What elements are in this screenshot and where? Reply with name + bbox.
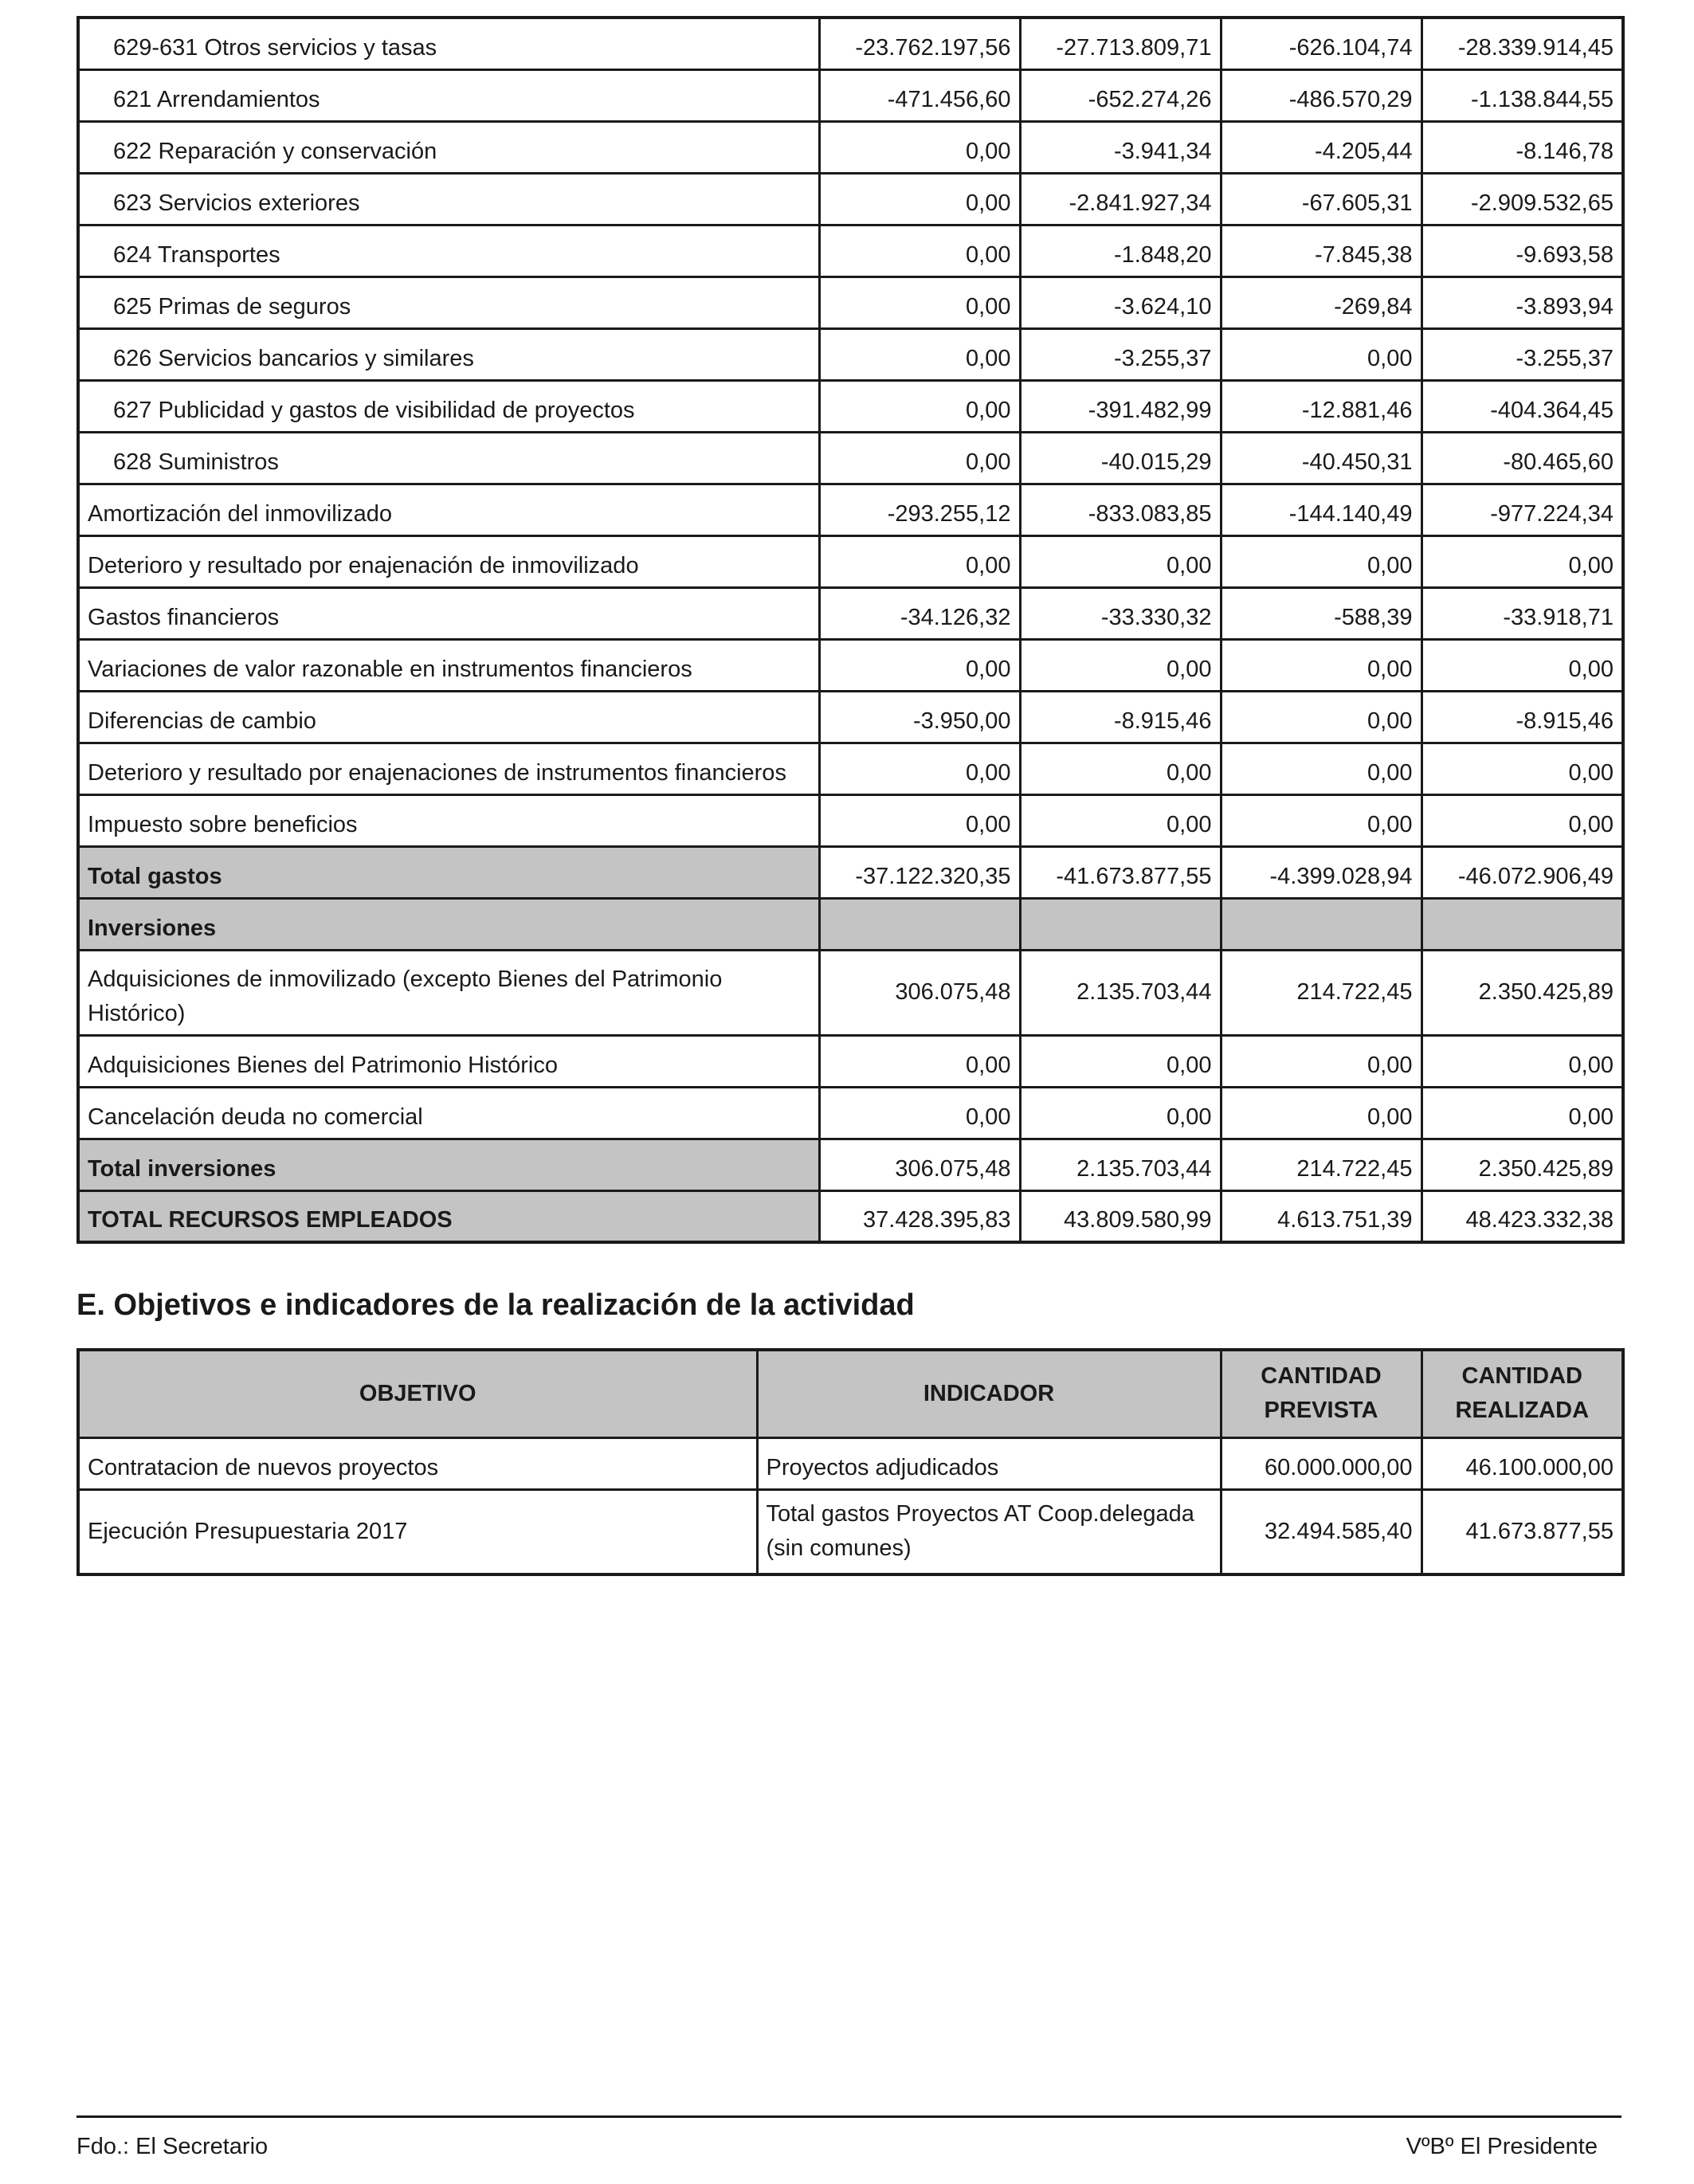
value-cell: 0,00 — [1421, 639, 1623, 691]
row-label: Amortización del inmovilizado — [78, 484, 819, 535]
value-cell: 0,00 — [1421, 743, 1623, 794]
value-cell: -9.693,58 — [1421, 225, 1623, 276]
value-cell: 0,00 — [819, 380, 1020, 432]
total-gastos-row — [78, 846, 1623, 898]
value-cell: 0,00 — [1221, 1035, 1421, 1087]
objetivo-cell: Ejecución Presupuestaria 2017 — [78, 1489, 757, 1574]
value-cell: 0,00 — [1221, 639, 1421, 691]
table-row — [78, 484, 1623, 535]
value-cell: -37.122.320,35 — [819, 846, 1020, 898]
table-row — [78, 121, 1623, 173]
table-row — [78, 328, 1623, 380]
value-cell: 0,00 — [819, 121, 1020, 173]
prevista-cell: 32.494.585,40 — [1221, 1489, 1421, 1574]
table-row — [78, 173, 1623, 225]
value-cell: 0,00 — [1020, 535, 1221, 587]
table-row — [78, 587, 1623, 639]
row-label: Deterioro y resultado por enajenación de inmovilizado — [78, 535, 819, 587]
value-cell: -4.399.028,94 — [1221, 846, 1421, 898]
value-cell: -3.255,37 — [1421, 328, 1623, 380]
value-cell: 0,00 — [819, 1087, 1020, 1139]
value-cell: 0,00 — [819, 173, 1020, 225]
value-cell: -588,39 — [1221, 587, 1421, 639]
value-cell: -293.255,12 — [819, 484, 1020, 535]
value-cell: 0,00 — [1221, 743, 1421, 794]
table-row — [78, 1035, 1623, 1087]
row-label: Adquisiciones de inmovilizado (excepto Bienes del Patrimonio Histórico) — [78, 950, 819, 1035]
value-cell: -833.083,85 — [1020, 484, 1221, 535]
row-label: 624 Transportes — [78, 225, 819, 276]
value-cell: 2.350.425,89 — [1421, 950, 1623, 1035]
value-cell: -471.456,60 — [819, 69, 1020, 121]
table-row — [78, 1489, 1623, 1574]
value-cell: -40.450,31 — [1221, 432, 1421, 484]
total-inversiones-row — [78, 1139, 1623, 1190]
value-cell: -3.255,37 — [1020, 328, 1221, 380]
value-cell: -33.330,32 — [1020, 587, 1221, 639]
value-cell: -7.845,38 — [1221, 225, 1421, 276]
row-label: 626 Servicios bancarios y similares — [78, 328, 819, 380]
value-cell: 2.135.703,44 — [1020, 950, 1221, 1035]
indicators-table — [76, 1348, 1625, 1576]
value-cell: 0,00 — [1020, 1035, 1221, 1087]
inversiones-header: Inversiones — [78, 898, 819, 950]
value-cell: -652.274,26 — [1020, 69, 1221, 121]
value-cell: 0,00 — [819, 225, 1020, 276]
row-label: Impuesto sobre beneficios — [78, 794, 819, 846]
row-label: 621 Arrendamientos — [78, 69, 819, 121]
table-row — [78, 380, 1623, 432]
empty-cell — [1020, 898, 1221, 950]
value-cell: -27.713.809,71 — [1020, 18, 1221, 69]
value-cell: 43.809.580,99 — [1020, 1190, 1221, 1242]
value-cell: 214.722,45 — [1221, 950, 1421, 1035]
value-cell: 0,00 — [1020, 743, 1221, 794]
value-cell: 0,00 — [1221, 691, 1421, 743]
total-recursos-label: TOTAL RECURSOS EMPLEADOS — [78, 1190, 819, 1242]
realizada-cell: 46.100.000,00 — [1421, 1437, 1623, 1489]
row-label: 625 Primas de seguros — [78, 276, 819, 328]
value-cell: 2.350.425,89 — [1421, 1139, 1623, 1190]
value-cell: -3.950,00 — [819, 691, 1020, 743]
value-cell: 0,00 — [819, 794, 1020, 846]
value-cell: -486.570,29 — [1221, 69, 1421, 121]
value-cell: 0,00 — [1221, 1087, 1421, 1139]
row-label: Adquisiciones Bienes del Patrimonio Histórico — [78, 1035, 819, 1087]
row-label: Variaciones de valor razonable en instrumentos financieros — [78, 639, 819, 691]
value-cell: 0,00 — [819, 276, 1020, 328]
value-cell: 0,00 — [1221, 328, 1421, 380]
realizada-cell: 41.673.877,55 — [1421, 1489, 1623, 1574]
value-cell: -33.918,71 — [1421, 587, 1623, 639]
indicators-header-row — [78, 1350, 1623, 1437]
value-cell: -144.140,49 — [1221, 484, 1421, 535]
value-cell: 0,00 — [819, 535, 1020, 587]
value-cell: 0,00 — [819, 432, 1020, 484]
table-row — [78, 18, 1623, 69]
value-cell: -67.605,31 — [1221, 173, 1421, 225]
footer-presidente: VºBº El Presidente — [1406, 2134, 1598, 2159]
value-cell: 0,00 — [819, 743, 1020, 794]
table-row — [78, 639, 1623, 691]
value-cell: 0,00 — [1221, 535, 1421, 587]
value-cell: 214.722,45 — [1221, 1139, 1421, 1190]
prevista-cell: 60.000.000,00 — [1221, 1437, 1421, 1489]
value-cell: -8.915,46 — [1020, 691, 1221, 743]
value-cell: -3.624,10 — [1020, 276, 1221, 328]
value-cell: -404.364,45 — [1421, 380, 1623, 432]
indicador-cell: Proyectos adjudicados — [757, 1437, 1221, 1489]
indicador-cell: Total gastos Proyectos AT Coop.delegada (sin comunes) — [757, 1489, 1221, 1574]
value-cell: -4.205,44 — [1221, 121, 1421, 173]
total-inversiones-label: Total inversiones — [78, 1139, 819, 1190]
table-row — [78, 691, 1623, 743]
empty-cell — [819, 898, 1020, 950]
table-row — [78, 225, 1623, 276]
value-cell: -2.909.532,65 — [1421, 173, 1623, 225]
value-cell: -8.146,78 — [1421, 121, 1623, 173]
value-cell: 0,00 — [1421, 535, 1623, 587]
row-label: Gastos financieros — [78, 587, 819, 639]
table-row — [78, 276, 1623, 328]
empty-cell — [1221, 898, 1421, 950]
section-e-title: E. Objetivos e indicadores de la realización de la actividad — [76, 1288, 915, 1322]
header-cantidad-prevista: CANTIDAD PREVISTA — [1221, 1350, 1421, 1437]
row-label: 623 Servicios exteriores — [78, 173, 819, 225]
value-cell: 0,00 — [1421, 794, 1623, 846]
value-cell: -34.126,32 — [819, 587, 1020, 639]
expenses-table — [76, 16, 1625, 1244]
row-label: Deterioro y resultado por enajenaciones de instrumentos financieros — [78, 743, 819, 794]
objetivo-cell: Contratacion de nuevos proyectos — [78, 1437, 757, 1489]
value-cell: -1.138.844,55 — [1421, 69, 1623, 121]
value-cell: -626.104,74 — [1221, 18, 1421, 69]
value-cell: 0,00 — [1421, 1087, 1623, 1139]
value-cell: -2.841.927,34 — [1020, 173, 1221, 225]
footer-secretario: Fdo.: El Secretario — [76, 2134, 269, 2159]
header-objetivo: OBJETIVO — [78, 1350, 757, 1437]
header-indicador: INDICADOR — [757, 1350, 1221, 1437]
table-row — [78, 432, 1623, 484]
row-label: 622 Reparación y conservación — [78, 121, 819, 173]
value-cell: -1.848,20 — [1020, 225, 1221, 276]
value-cell: 0,00 — [1020, 794, 1221, 846]
value-cell: 306.075,48 — [819, 950, 1020, 1035]
value-cell: 0,00 — [819, 1035, 1020, 1087]
value-cell: -3.893,94 — [1421, 276, 1623, 328]
value-cell: 0,00 — [1421, 1035, 1623, 1087]
value-cell: 0,00 — [1221, 794, 1421, 846]
value-cell: -391.482,99 — [1020, 380, 1221, 432]
value-cell: -80.465,60 — [1421, 432, 1623, 484]
value-cell: -41.673.877,55 — [1020, 846, 1221, 898]
table-row — [78, 535, 1623, 587]
row-label: 627 Publicidad y gastos de visibilidad de proyectos — [78, 380, 819, 432]
footer-divider — [76, 2115, 1621, 2118]
value-cell: 0,00 — [1020, 639, 1221, 691]
total-recursos-row — [78, 1190, 1623, 1242]
empty-cell — [1421, 898, 1623, 950]
inversiones-section-row — [78, 898, 1623, 950]
row-label: 628 Suministros — [78, 432, 819, 484]
table-row — [78, 69, 1623, 121]
table-row — [78, 743, 1623, 794]
value-cell: -46.072.906,49 — [1421, 846, 1623, 898]
value-cell: -269,84 — [1221, 276, 1421, 328]
value-cell: 37.428.395,83 — [819, 1190, 1020, 1242]
value-cell: -977.224,34 — [1421, 484, 1623, 535]
table-row — [78, 1087, 1623, 1139]
table-row — [78, 950, 1623, 1035]
value-cell: -8.915,46 — [1421, 691, 1623, 743]
value-cell: -40.015,29 — [1020, 432, 1221, 484]
row-label: Diferencias de cambio — [78, 691, 819, 743]
table-row — [78, 1437, 1623, 1489]
value-cell: -3.941,34 — [1020, 121, 1221, 173]
value-cell: 2.135.703,44 — [1020, 1139, 1221, 1190]
value-cell: 0,00 — [819, 639, 1020, 691]
value-cell: 306.075,48 — [819, 1139, 1020, 1190]
total-gastos-label: Total gastos — [78, 846, 819, 898]
value-cell: 4.613.751,39 — [1221, 1190, 1421, 1242]
table-row — [78, 794, 1623, 846]
header-cantidad-realizada: CANTIDAD REALIZADA — [1421, 1350, 1623, 1437]
value-cell: -23.762.197,56 — [819, 18, 1020, 69]
value-cell: 0,00 — [819, 328, 1020, 380]
value-cell: 48.423.332,38 — [1421, 1190, 1623, 1242]
value-cell: 0,00 — [1020, 1087, 1221, 1139]
value-cell: -12.881,46 — [1221, 380, 1421, 432]
row-label: Cancelación deuda no comercial — [78, 1087, 819, 1139]
row-label: 629-631 Otros servicios y tasas — [78, 18, 819, 69]
value-cell: -28.339.914,45 — [1421, 18, 1623, 69]
